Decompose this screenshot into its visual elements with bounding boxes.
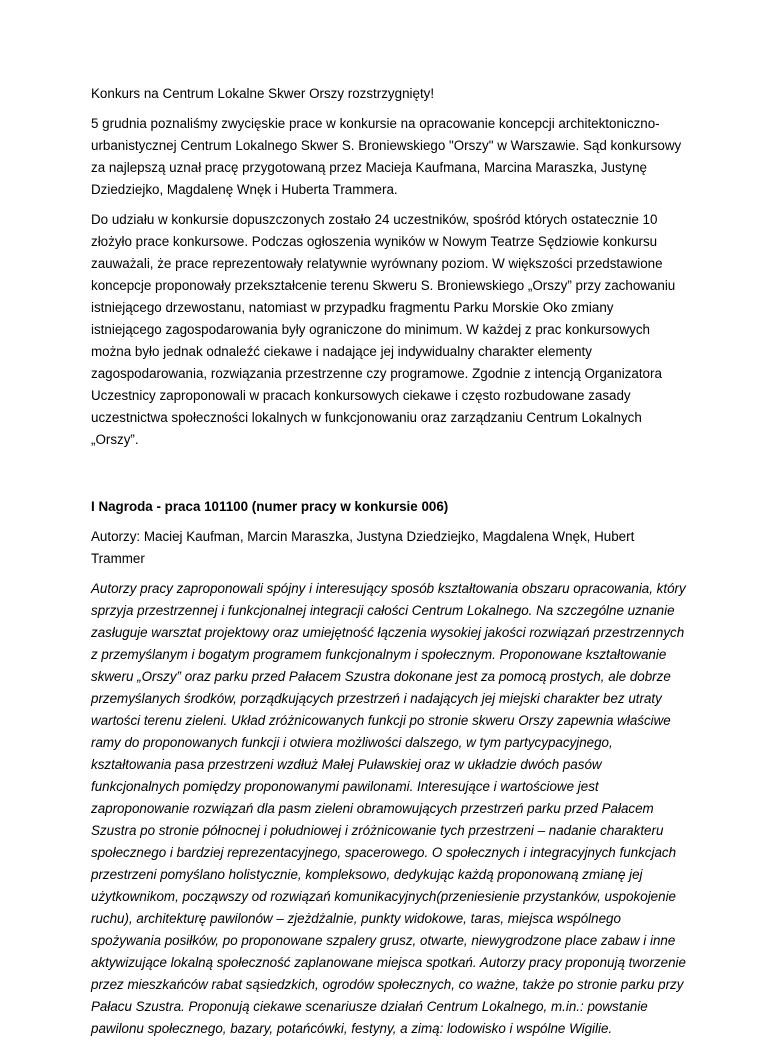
summary-paragraph: Do udziału w konkursie dopuszczonych zostało 24 uczestników, spośród których ostatecznie 10 złożyło prace konkursowe. Podczas ogłoszenia wyników w Nowym Teatrze Sędziowie konkursu zauważali, że prace reprezentowały relatywnie wyrównany poziom. W większości przedstawione koncepcje proponowały przekształcenie terenu Skweru S. Broniewskiego „Orszy” przy zachowaniu istniejącego drzewostanu, natomiast w przypadku fragmentu Parku Morskie Oko zmiany istniejącego zagospodarowania były ograniczone do minimum. W każdej z prac konkursowych można było jednak odnaleźć ciekawe i nadające jej indywidualny charakter elementy zagospodarowania, rozwiązania przestrzenne czy programowe. Zgodnie z intencją Organizatora Uczestnicy zaproponowali w pracach konkursowych ciekawe i często rozbudowane zasady uczestnictwa społeczności lokalnych w funkcjonowaniu oraz zarządzaniu Centrum Lokalnych „Orszy”.	[91, 212, 676, 447]
authors-line: Autorzy: Maciej Kaufman, Marcin Maraszka, Justyna Dziedziejko, Magdalena Wnęk, Hubert Trammer	[91, 529, 635, 566]
jury-opinion-paragraph: Autorzy pracy zaproponowali spójny i interesujący sposób kształtowania obszaru opracowania, który sprzyja przestrzennej i funkcjonalnej integracji całości Centrum Lokalnego. Na szczególne uznanie zasługuje warsztat projektowy oraz umiejętność łączenia wysokiej jakości rozwiązań przestrzennych z przemyślanym i bogatym programem funkcjonalnym i społecznym. Proponowane kształtowanie skweru „Orszy” oraz parku przed Pałacem Szustra dokonane jest za pomocą prostych, ale dobrze przemyślanych środków, porządkujących przestrzeń i nadających jej miejski charakter bez utraty wartości terenu zieleni. Układ zróżnicowanych funkcji po stronie skweru Orszy zapewnia właściwe ramy do proponowanych funkcji i otwiera możliwości dalszego, w tym partycypacyjnego, kształtowania pasa przestrzeni wzdłuż Małej Puławskiej oraz w układzie dwóch pasów funkcjonalnych pomiędzy proponowanymi pawilonami. Interesujące i wartościowe jest zaproponowanie rozwiązań dla pasm zieleni obramowujących przestrzeń parku przed Pałacem Szustra po stronie północnej i południowej i zróżnicowanie tych przestrzeni – nadanie charakteru społecznego i bardziej reprezentacyjnego, spacerowego. O społecznych i integracyjnych funkcjach przestrzeni pomyślano holistycznie, kompleksowo, dedykując każdą proponowaną zmianę jej użytkownikom, począwszy od rozwiązań komunikacyjnych(przeniesienie przystanków, uspokojenie ruchu), architekturę pawilonów – zjeżdżalnie, punkty widokowe, taras, miejsca wspólnego spożywania posiłków, po proponowane szpalery grusz, otwarte, niewygrodzone place zabaw i inne aktywizujące lokalną społeczność zaplanowane miejsca spotkań. Autorzy pracy proponują tworzenie przez mieszkańców rabat sąsiedzkich, ogrodów społecznych, co ważne, także po stronie parku przy Pałacu Szustra. Proponują ciekawe scenariusze działań Centrum Lokalnego, m.in.: powstanie pawilonu społecznego, bazary, potańcówki, festyny, a zimą: lodowisko i wspólne Wigilie.	[91, 581, 686, 1036]
award-heading: I Nagroda - praca 101100 (numer pracy w konkursie 006)	[91, 499, 449, 514]
document-page	[91, 83, 687, 1040]
document-title: Konkurs na Centrum Lokalne Skwer Orszy rozstrzygnięty!	[91, 86, 435, 101]
intro-paragraph: 5 grudnia poznaliśmy zwycięskie prace w konkursie na opracowanie koncepcji architektoniczno-urbanistycznej Centrum Lokalnego Skwer S. Broniewskiego "Orszy" w Warszawie. Sąd konkursowy za najlepszą uznał pracę przygotowaną przez Macieja Kaufmana, Marcina Maraszka, Justynę Dziedziejko, Magdalenę Wnęk i Huberta Trammera.	[91, 116, 682, 197]
section-spacer	[91, 459, 687, 496]
